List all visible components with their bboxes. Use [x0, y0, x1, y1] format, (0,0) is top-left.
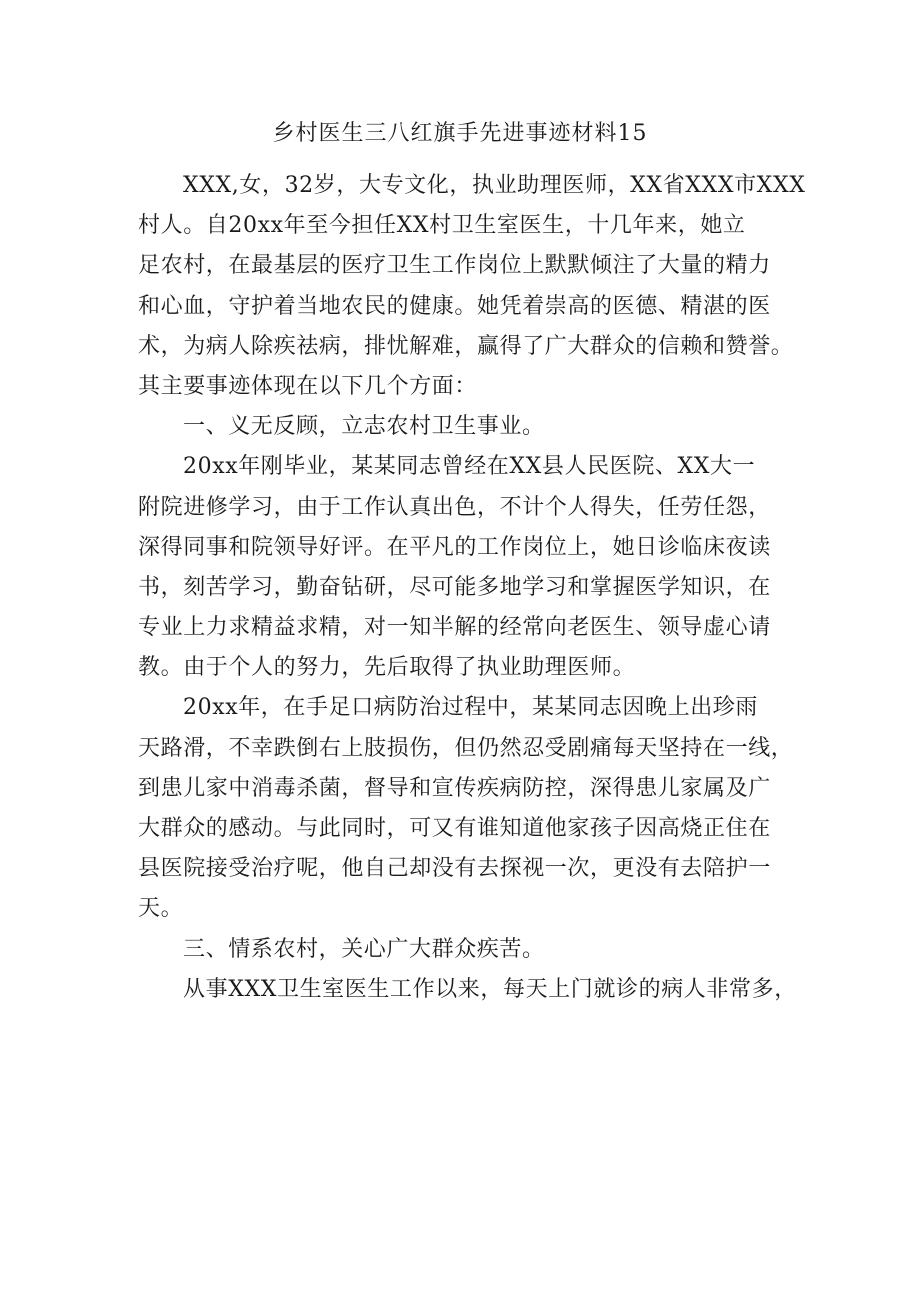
document-title: 乡村医生三八红旗手先进事迹材料15	[272, 121, 648, 146]
paragraph-4	[138, 970, 797, 1010]
text-line: 县医院接受治疗呢，他自己却没有去探视一次，更没有去陪护一	[138, 856, 771, 882]
text-line: 天路滑，不幸跌倒右上肢损伤，但仍然忍受剧痛每天坚持在一线，	[138, 735, 794, 761]
text-line: 教。由于个人的努力，先后取得了执业助理医师。	[138, 655, 636, 681]
text-line: 术，为病人除疾祛病，排忧解难，赢得了广大群众的信赖和赞誉。	[138, 333, 794, 359]
text-line: 20xx年刚毕业，某某同志曾经在XX县人民医院、XX大一	[183, 454, 756, 480]
document-body	[138, 166, 806, 1010]
text-line: 其主要事迹体现在以下几个方面：	[138, 373, 478, 399]
paragraph-2	[138, 447, 788, 688]
section-heading: 三、情系农村，关心广大群众疾苦。	[183, 936, 545, 962]
text-line: 和心血，守护着当地农民的健康。她凭着崇高的医德、精湛的医	[138, 293, 771, 319]
section-heading: 一、义无反顾，立志农村卫生事业。	[183, 414, 545, 440]
text-line: 深得同事和院领导好评。在平凡的工作岗位上，她日诊临床夜读	[138, 534, 771, 560]
section-heading-3	[138, 930, 788, 970]
paragraph-3	[138, 688, 794, 929]
text-line: 大群众的感动。与此同时，可又有谁知道他家孩子因高烧正住在	[138, 816, 771, 841]
text-line: 专业上力求精益求精，对一知半解的经常向老医生、领导虚心请	[138, 615, 771, 641]
section-heading-1	[138, 407, 788, 447]
text-line: 足农村，在最基层的医疗卫生工作岗位上默默倾注了大量的精力	[138, 253, 771, 279]
text-line: 村人。自20xx年至今担任XX村卫生室医生，十几年来，她立	[138, 213, 746, 239]
text-line: 从事XXX卫生室医生工作以来，每天上门就诊的病人非常多，	[183, 976, 797, 1002]
text-line: 到患儿家中消毒杀菌，督导和宣传疾病防控，深得患儿家属及广	[138, 775, 771, 801]
text-line: 书，刻苦学习，勤奋钻研，尽可能多地学习和掌握医学知识，在	[138, 574, 771, 600]
paragraph-intro	[138, 166, 806, 407]
text-line: 20xx年，在手足口病防治过程中，某某同志因晚上出珍雨	[183, 695, 759, 721]
text-line: 天。	[138, 896, 184, 922]
text-line: XXX,女，32岁，大专文化，执业助理医师，XX省XXX市XXX	[183, 173, 806, 198]
text-line: 附院进修学习，由于工作认真出色，不计个人得失，任劳任怨，	[138, 494, 771, 520]
